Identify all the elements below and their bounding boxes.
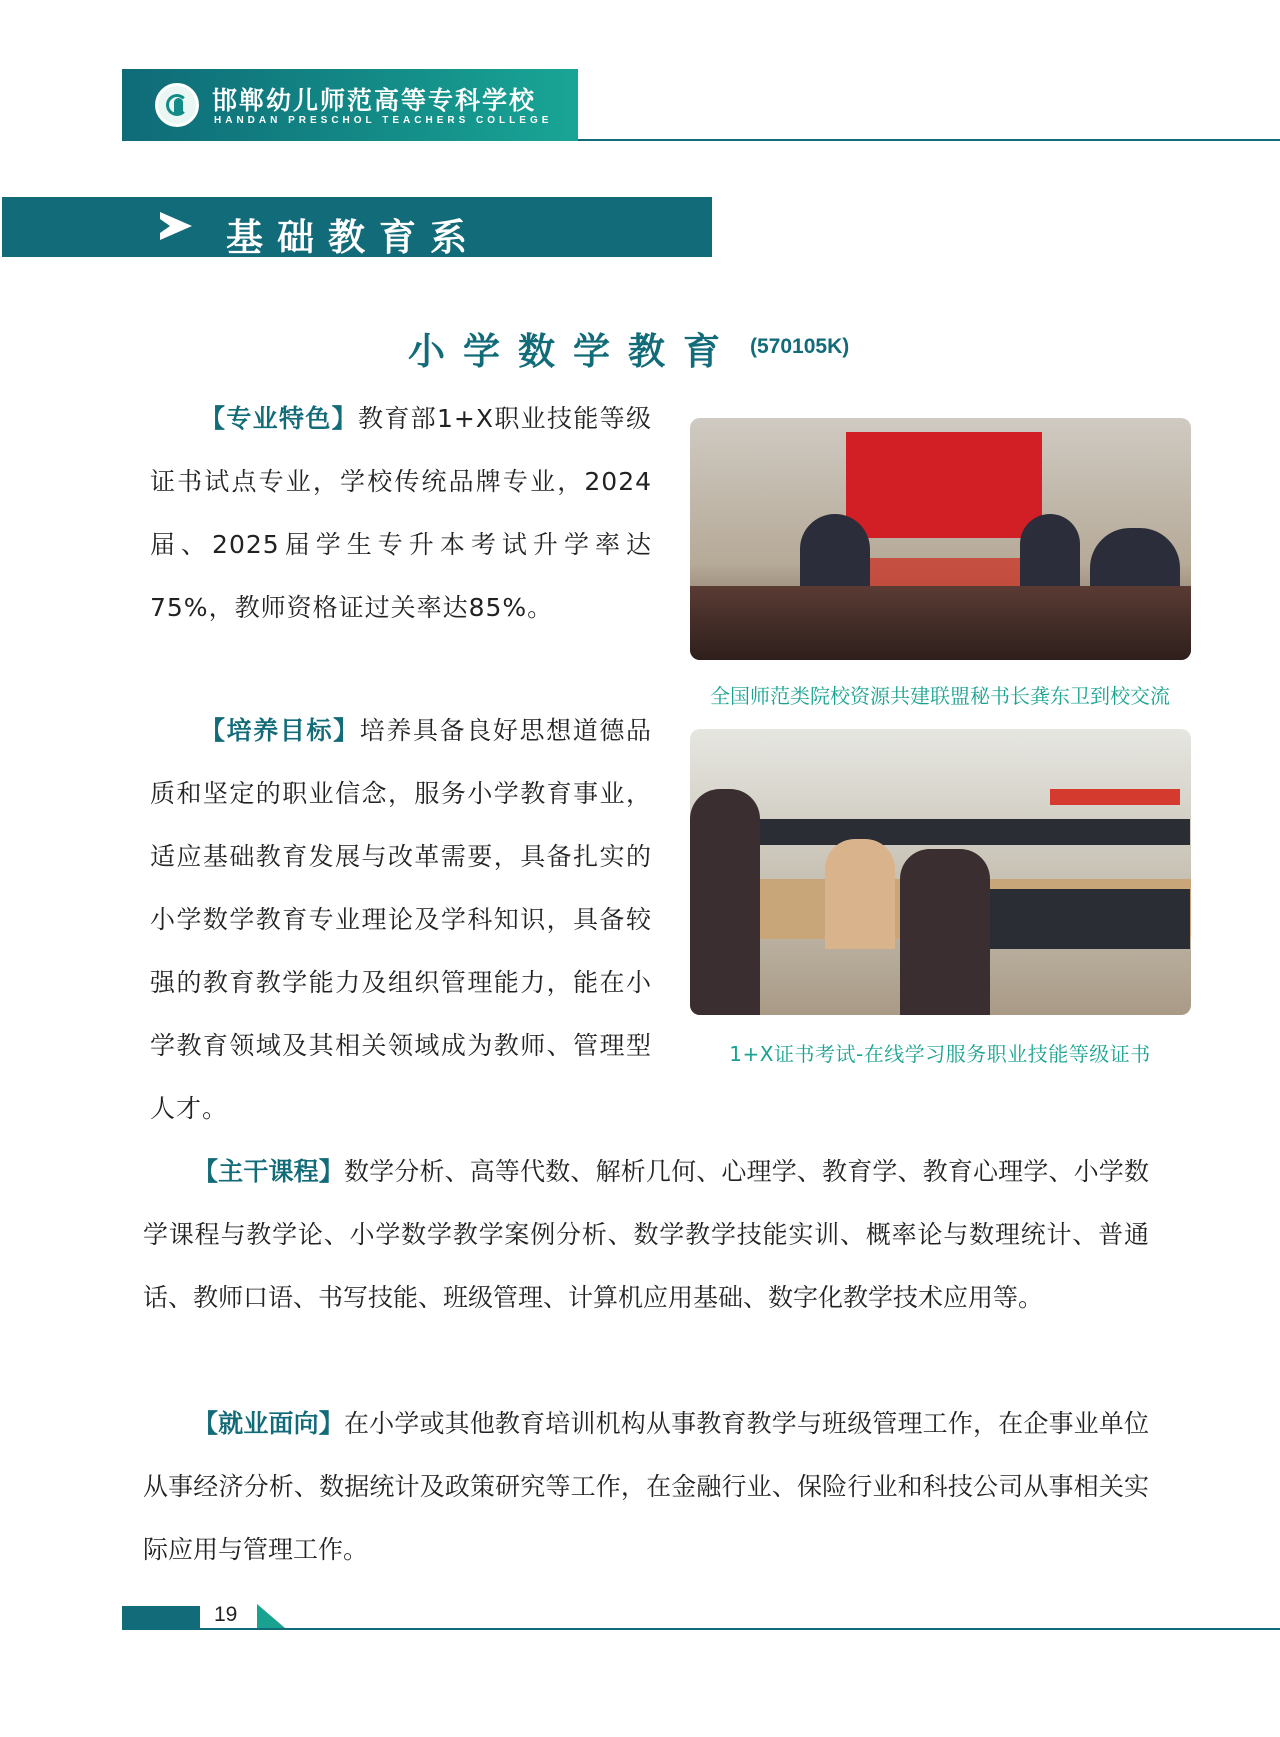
- employment-text: 在小学或其他教育培训机构从事教育教学与班级管理工作，在企事业单位从事经济分析、数据统计及政策研究等工作，在金融行业、保险行业和科技公司从事相关实际应用与管理工作。: [143, 1409, 1149, 1564]
- page-number: 19: [214, 1603, 238, 1626]
- major-title: 小学数学教育: [408, 330, 738, 373]
- person-figure: [690, 789, 760, 1015]
- meeting-banner: [846, 432, 1042, 538]
- school-name-en: HANDAN PRESCHOL TEACHERS COLLEGE: [214, 115, 553, 126]
- person-figure: [800, 514, 870, 594]
- meeting-table: [690, 586, 1191, 660]
- major-code: (570105K): [750, 335, 850, 358]
- features-paragraph: [150, 387, 652, 639]
- computer-row: [750, 819, 1190, 845]
- features-text: 教育部1+X职业技能等级证书试点专业，学校传统品牌专业，2024届、2025届学生专升本考试升学率达75%，教师资格证过关率达85%。: [150, 404, 652, 622]
- exam-room-photo: [690, 729, 1191, 1015]
- employment-paragraph: [143, 1392, 1149, 1581]
- goals-label: 【培养目标】: [200, 716, 360, 745]
- arrow-notch: [160, 219, 170, 233]
- employment-label: 【就业面向】: [193, 1409, 344, 1438]
- footer-block: [122, 1606, 200, 1630]
- meeting-photo: [690, 418, 1191, 660]
- department-title: 基础教育系: [226, 216, 481, 259]
- courses-text: 数学分析、高等代数、解析几何、心理学、教育学、教育心理学、小学数学课程与教学论、小学数学教学案例分析、数学教学技能实训、概率论与数理统计、普通话、教师口语、书写技能、班级管理、计算机应用基础、数字化教学技术应用等。: [143, 1157, 1149, 1312]
- person-figure: [1020, 514, 1080, 594]
- header-divider: [578, 139, 1280, 141]
- school-name-cn: 邯郸幼儿师范高等专科学校: [212, 86, 537, 115]
- goals-paragraph: [150, 699, 652, 1140]
- footer-divider: [122, 1628, 1280, 1630]
- photo-caption-1: 全国师范类院校资源共建联盟秘书长龚东卫到校交流: [710, 684, 1170, 708]
- features-label: 【专业特色】: [200, 404, 359, 433]
- computer-row: [980, 889, 1190, 949]
- photo-caption-2: 1+X证书考试-在线学习服务职业技能等级证书: [729, 1042, 1151, 1066]
- exam-sign: [1050, 789, 1180, 805]
- person-figure: [900, 849, 990, 1015]
- goals-text: 培养具备良好思想道德品质和坚定的职业信念，服务小学教育事业，适应基础教育发展与改革需要，具备扎实的小学数学教育专业理论及学科知识，具备较强的教育教学能力及组织管理能力，能在小学教育领域及其相关领域成为教师、管理型人才。: [150, 716, 652, 1123]
- courses-label: 【主干课程】: [193, 1157, 344, 1186]
- person-figure: [825, 839, 895, 949]
- footer-triangle: [257, 1604, 285, 1628]
- courses-paragraph: [143, 1140, 1149, 1329]
- school-logo-icon: [155, 83, 199, 127]
